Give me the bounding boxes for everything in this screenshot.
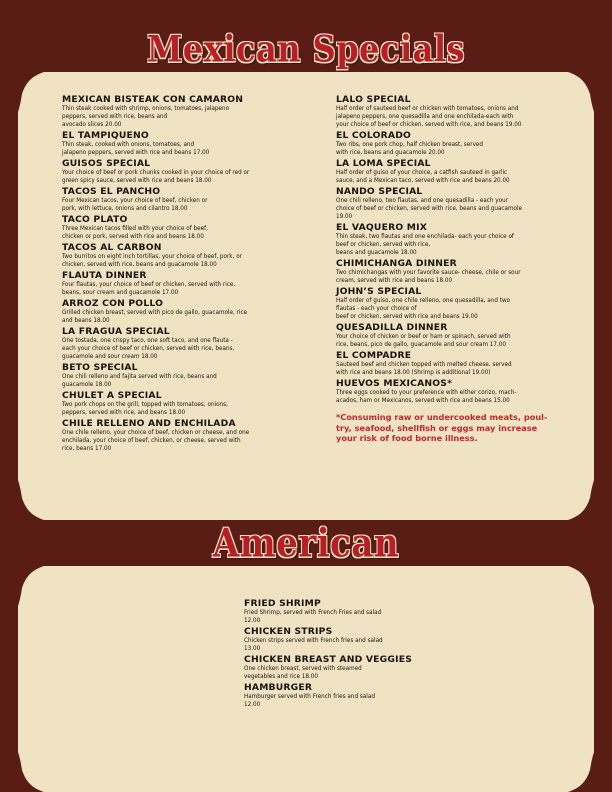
menu-item xyxy=(244,682,454,709)
menu-item-description: One chile relleno, your choice of beef, chicken or cheese, and one xyxy=(62,429,250,436)
menu-item-description: guacamole and sour cream 18.00 xyxy=(62,353,158,360)
menu-item-name: GUISOS SPECIAL xyxy=(62,158,151,169)
menu-item xyxy=(62,242,294,269)
menu-item-name: CHULET A SPECIAL xyxy=(62,390,162,401)
menu-item xyxy=(336,222,564,257)
menu-item-description: Hamburger served with French fries and salad xyxy=(244,693,375,700)
menu-item-description: Fried Shrimp, served with French Fries and salad xyxy=(244,609,382,616)
menu-item-description: beans and guacamole 18.00 xyxy=(336,249,417,256)
menu-item xyxy=(62,362,294,389)
menu-item xyxy=(244,626,454,653)
menu-item-description: jalapeno peppers, one quesadilla and one enchilada-each with xyxy=(336,113,514,120)
menu-item xyxy=(62,298,294,325)
menu-item-name: HUEVOS MEXICANOS* xyxy=(336,378,453,389)
american-title: American xyxy=(212,521,400,567)
menu-item-description: rice, beans 17.00 xyxy=(62,445,112,452)
menu-item xyxy=(336,350,564,377)
menu-item xyxy=(336,258,564,285)
menu-item xyxy=(336,286,564,321)
menu-item-description: Thin steak, two flautas and one enchilada- each your choice of xyxy=(336,233,514,240)
menu-item-description: Four flautas, your choice of beef or chicken, served with rice, xyxy=(62,281,236,288)
menu-item-description: Your choice of chicken or beef or ham or spinach, served with xyxy=(336,333,511,340)
menu-item-name: HAMBURGER xyxy=(244,682,313,693)
menu-item xyxy=(62,418,294,453)
warning-line: try, seafood, shellfish or eggs may increase xyxy=(336,422,538,433)
menu-item-name: EL COMPADRE xyxy=(336,350,412,361)
american-banner xyxy=(0,522,612,566)
menu-item-name: FLAUTA DINNER xyxy=(62,270,147,281)
menu-item xyxy=(62,326,294,361)
menu-item-description: rice, beans, pico de gallo, guacamole and sour cream 17.00 xyxy=(336,341,506,348)
menu-item xyxy=(62,94,294,129)
menu-item-name: EL VAQUERO MIX xyxy=(336,222,427,233)
menu-item-description: Three Mexican tacos filled with your choice of beef, xyxy=(62,225,208,232)
menu-item-name: LA LOMA SPECIAL xyxy=(336,158,431,169)
corner-flourish-icon xyxy=(554,566,594,606)
menu-item-description: peppers, served with rice, and beans 18.00 xyxy=(62,409,186,416)
menu-item-description: One chili relleno and fajita served with rice, beans and xyxy=(62,373,217,380)
mexican-title: Mexican Specials xyxy=(146,27,466,71)
menu-item-description: Half order of guiso, one chile relleno, one quesadilla, and two xyxy=(336,297,511,304)
menu-item-description: vegetables and rice 18.00 xyxy=(244,673,318,680)
corner-flourish-icon xyxy=(18,752,58,792)
menu-item-description: Four Mexican tacos, your choice of beef, chicken or xyxy=(62,197,208,204)
menu-item-description: Three eggs cooked to your preference with either corizo, mach- xyxy=(336,389,517,396)
menu-item-description: with rice, beans and guacamole 20.00 xyxy=(336,149,445,156)
corner-flourish-icon xyxy=(18,72,58,112)
menu-item xyxy=(244,598,454,625)
menu-item-description: flautas - each your choice of xyxy=(336,305,417,312)
menu-item-description: chicken, served with rice, beans and guacamole 18.00 xyxy=(62,261,217,268)
menu-item-description: cream, served with rice and beans 18.00 xyxy=(336,277,453,284)
menu-item-name: MEXICAN BISTEAK CON CAMARON xyxy=(62,94,244,105)
food-safety-warning xyxy=(336,412,564,444)
menu-item xyxy=(336,378,564,405)
menu-item-description: Two pork chops on the grill, topped with tomatoes, onions, xyxy=(62,401,228,408)
menu-item-description: 12.00 xyxy=(244,617,261,624)
menu-item xyxy=(336,158,564,185)
menu-item-name: CHILE RELLENO AND ENCHILADA xyxy=(62,418,236,429)
menu-item xyxy=(62,130,294,157)
menu-item-name: EL COLORADO xyxy=(336,130,412,141)
menu-item-description: with rice and beans 18.00 (Shrimp is additional 19.00) xyxy=(336,369,491,376)
menu-item-description: Your choice of beef or pork chunks cooked in your choice of red or xyxy=(62,169,250,176)
menu-item-description: One chicken breast, served with steamed xyxy=(244,665,362,672)
menu-item xyxy=(62,390,294,417)
menu-item xyxy=(62,270,294,297)
menu-item-description: enchilada, your choice of beef, chicken, or cheese, served with xyxy=(62,437,241,444)
menu-item-description: Grilled chicken breast, served with pico de gallo, guacamole, rice xyxy=(62,309,248,316)
menu-item xyxy=(62,186,294,213)
warning-line: your risk of food borne illness. xyxy=(336,433,478,443)
corner-flourish-icon xyxy=(554,752,594,792)
menu-item-name: NANDO SPECIAL xyxy=(336,186,423,197)
menu-item-description: beans, sour cream and guacamole 17.00 xyxy=(62,289,179,296)
mexican-banner xyxy=(0,26,612,72)
menu-item-description: guacamole 18.00 xyxy=(62,381,112,388)
menu-item-description: Sauteed beef and chicken topped with melted cheese, served xyxy=(336,361,512,368)
menu-item-description: Two burritos on eight inch tortillas, your choice of beef, pork, or xyxy=(62,253,242,260)
menu-item-name: TACOS EL PANCHO xyxy=(62,186,161,197)
corner-flourish-icon xyxy=(18,480,58,520)
menu-item-name: ARROZ CON POLLO xyxy=(62,298,164,309)
menu-item-name: BETO SPECIAL xyxy=(62,362,138,373)
mexican-right-column xyxy=(336,94,564,444)
menu-item-name: QUESADILLA DINNER xyxy=(336,322,448,333)
menu-item-name: TACOS AL CARBON xyxy=(62,242,162,253)
menu-item xyxy=(336,322,564,349)
menu-item xyxy=(62,214,294,241)
menu-item-name: LALO SPECIAL xyxy=(336,94,411,105)
menu-item xyxy=(244,654,454,681)
corner-flourish-icon xyxy=(18,566,58,606)
menu-item-description: beef or chicken, served with rice, xyxy=(336,241,431,248)
menu-item-description: your choice of beef or chicken, served with rice, and beans 19.00 xyxy=(336,121,522,128)
menu-item xyxy=(336,94,564,129)
corner-flourish-icon xyxy=(554,480,594,520)
menu-item-description: One chili relleno, two flautas, and one quesadilla - each your xyxy=(336,197,509,204)
menu-item xyxy=(336,186,564,221)
menu-item-name: CHICKEN STRIPS xyxy=(244,626,333,637)
menu-item-description: Half order of sauteed beef or chicken with tomatoes, onions and xyxy=(336,105,519,112)
menu-item-description: chicken or pork, served with rice and beans 18.00 xyxy=(62,233,204,240)
menu-item-description: Two chimichangas with your favorite sauce- cheese, chile or sour xyxy=(336,269,521,276)
menu-item-name: EL TAMPIQUENO xyxy=(62,130,149,141)
menu-item-description: acados, ham or Mexicanos, served with rice and beans 15.00 xyxy=(336,397,510,404)
menu-item-description: green spicy sauce, served with rice and beans 18.00 xyxy=(62,177,212,184)
menu-item-description: Two ribs, one pork chop, half chicken breast, served xyxy=(336,141,484,148)
mexican-left-column xyxy=(62,94,294,454)
menu-item-description: beef or chicken, served with rice and beans 19.00 xyxy=(336,313,478,320)
menu-item-description: Half order of guiso of your choice, a catfish sauteed in garlic xyxy=(336,169,508,176)
menu-item-description: One tostada, one crispy taco, one soft taco, and one flauta - xyxy=(62,337,233,344)
american-column xyxy=(244,598,454,710)
menu-item-description: jalapeno peppers, served with rice and beans 17.00 xyxy=(62,149,210,156)
menu-item-description: choice of beef or chicken, served with rice, beans and guacamole xyxy=(336,205,523,212)
menu-item-description: pork, with lettuce, onions and cilantro 18.00 xyxy=(62,205,188,212)
menu-item xyxy=(336,130,564,157)
menu-item-description: and beans 18.00 xyxy=(62,317,110,324)
menu-item-description: 19.00 xyxy=(336,213,353,220)
menu-item-name: JOHN’S SPECIAL xyxy=(336,286,422,297)
menu-item-name: CHICKEN BREAST AND VEGGIES xyxy=(244,654,413,665)
menu-item-name: FRIED SHRIMP xyxy=(244,598,321,609)
menu-item-name: TACO PLATO xyxy=(62,214,128,225)
menu-item-description: each your choice of beef or chicken, served with rice, beans, xyxy=(62,345,235,352)
menu-item-description: sauce, and a Mexican taco, served with rice and beans 20.00 xyxy=(336,177,510,184)
menu-item-description: Thin steak cooked with shrimp, onions, tomatoes, jalapeno xyxy=(62,105,230,112)
menu-item-description: avocado slices 20.00 xyxy=(62,121,122,128)
menu-item-name: LA FRAGUA SPECIAL xyxy=(62,326,170,337)
menu-item-description: 13.00 xyxy=(244,645,261,652)
warning-line: *Consuming raw or undercooked meats, poul- xyxy=(336,412,548,422)
menu-item xyxy=(62,158,294,185)
menu-item-description: 12.00 xyxy=(244,701,261,708)
menu-item-name: CHIMICHANGA DINNER xyxy=(336,258,457,269)
menu-item-description: peppers, served with rice, beans and xyxy=(62,113,168,120)
menu-item-description: Thin steak, cooked with onions, tomatoes, and xyxy=(62,141,195,148)
menu-item-description: Chicken strips served with French fries and salad xyxy=(244,637,383,644)
